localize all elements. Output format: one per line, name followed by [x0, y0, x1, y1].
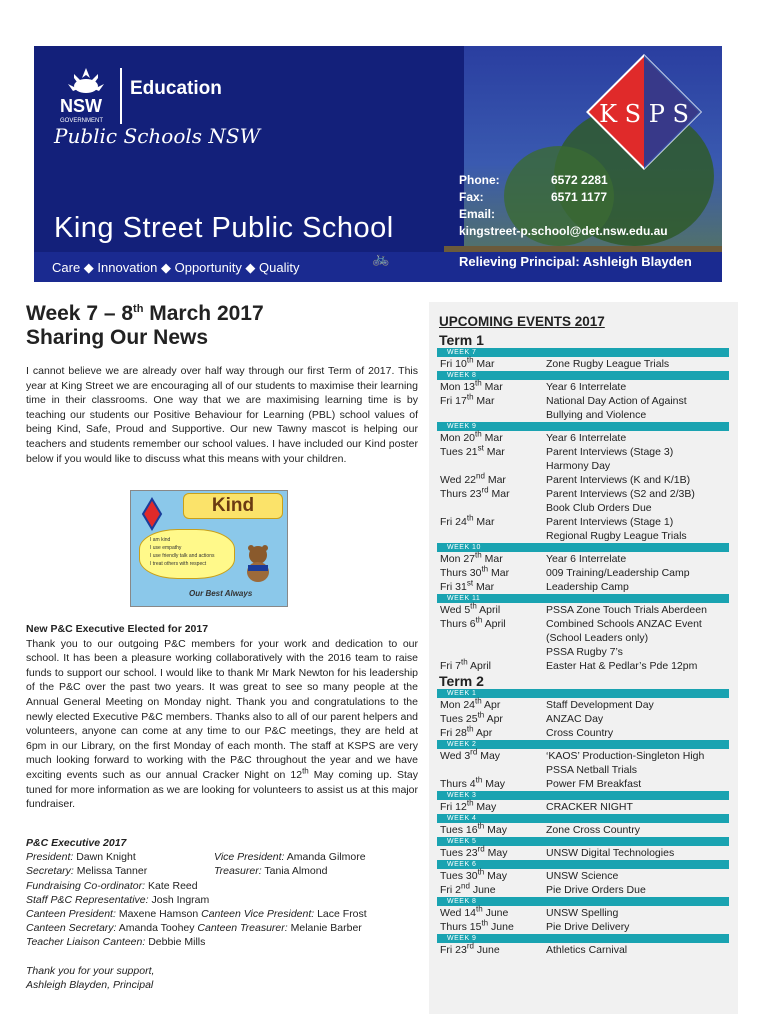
news-column [26, 302, 418, 992]
event-title: (School Leaders only) [546, 632, 649, 644]
event-title: Combined Schools ANZAC Event [546, 618, 702, 630]
exec-row-canteen-pres: Canteen President: Maxene Hamson Canteen Vice President: Lace Frost [26, 908, 367, 921]
event-title: Parent Interviews (S2 and 2/3B) [546, 488, 695, 500]
event-row [429, 883, 738, 897]
phone-label: Phone: [459, 173, 500, 187]
email-address[interactable]: kingstreet-p.school@det.nsw.edu.au [459, 224, 668, 238]
event-row [429, 566, 738, 580]
event-row [429, 380, 738, 394]
exec-row-canteen-sec: Canteen Secretary: Amanda Toohey Canteen Treasurer: Melanie Barber [26, 922, 362, 935]
event-row [429, 445, 738, 459]
kind-poster [130, 490, 288, 607]
event-title: Harmony Day [546, 460, 611, 472]
week-bar: WEEK 3 [437, 791, 729, 800]
event-title: Parent Interviews (Stage 1) [546, 516, 674, 528]
poster-speech-bubble [139, 529, 235, 579]
week-bar: WEEK 7 [437, 348, 729, 357]
event-row [429, 487, 738, 501]
event-row [429, 617, 738, 631]
event-row [429, 698, 738, 712]
event-title: Cross Country [546, 727, 614, 739]
newsletter-subtitle: Sharing Our News [26, 326, 209, 349]
event-date [440, 529, 546, 543]
event-date: Wed 14th June [440, 904, 509, 919]
event-title: Parent Interviews (Stage 3) [546, 446, 674, 458]
event-row [429, 846, 738, 860]
event-title: Parent Interviews (K and K/1B) [546, 474, 691, 486]
event-date: Tues 21st Mar [440, 443, 505, 458]
intro-paragraph: I cannot believe we are already over half way through our first Term of 2017. This year at King Street we are encouraging all of our students to maximise their learning time in their classrooms. One way that we are maximising learning time is by teaching our students our Positive Behaviour for Learning (PBL) school values of being Kind, Safe, Proud and Supportive. Our new Tawny mascot is helping our teachers and students remember our school values. I have included our Kind poster below if you would like to discuss what this means with your children. [26, 365, 418, 465]
nsw-text: NSW [60, 96, 102, 116]
event-title: ‘KAOS’ Production-Singleton High [546, 750, 705, 762]
email-label: Email: [459, 207, 496, 221]
poster-line: I use empathy [150, 545, 182, 551]
poster-line: I am kind [150, 537, 171, 543]
event-row [429, 431, 738, 445]
event-title: Leadership Camp [546, 581, 629, 593]
pc-heading: New P&C Executive Elected for 2017 [26, 623, 209, 635]
event-row [429, 515, 738, 529]
event-date: Fri 12th May [440, 798, 497, 813]
poster-footer: Our Best Always [189, 589, 253, 598]
event-title: Zone Rugby League Trials [546, 358, 670, 370]
exec-row-fundraising: Fundraising Co-ordinator: Kate Reed [26, 879, 198, 892]
event-date: Thurs 15th June [440, 918, 514, 933]
event-date: Thurs 30th Mar [440, 564, 510, 579]
event-date: Mon 20th Mar [440, 429, 503, 444]
exec-row-president: President: Dawn Knight Vice President: Amanda Gilmore [26, 851, 366, 864]
event-date: Wed 22nd Mar [440, 471, 506, 486]
event-date: Fri 28th Apr [440, 724, 493, 739]
event-title: Power FM Breakfast [546, 778, 642, 790]
event-date: Thurs 23rd Mar [440, 485, 510, 500]
week-bar: WEEK 5 [437, 837, 729, 846]
event-title: PSSA Zone Touch Trials Aberdeen [546, 604, 707, 616]
signoff [26, 964, 154, 992]
event-title: Staff Development Day [546, 699, 654, 711]
event-title: Bullying and Violence [546, 409, 647, 421]
event-row [429, 394, 738, 408]
event-date: Fri 23rd June [440, 941, 500, 956]
event-date: Fri 24th Mar [440, 513, 495, 528]
event-date: Thurs 6th April [440, 615, 506, 630]
event-title: Year 6 Interrelate [546, 553, 627, 565]
event-title: UNSW Spelling [546, 907, 619, 919]
event-date: Fri 17th Mar [440, 392, 495, 407]
phone-number[interactable]: 6572 2281 [551, 173, 608, 187]
event-title: Pie Drive Orders Due [546, 884, 646, 896]
event-row [429, 631, 738, 645]
event-row [429, 712, 738, 726]
exec-row-secretary: Secretary: Melissa Tanner Treasurer: Tania Almond [26, 865, 328, 878]
event-row [429, 645, 738, 659]
term-heading: Term 1 [439, 332, 484, 348]
school-values: Care ◆ Innovation ◆ Opportunity ◆ Quality [52, 260, 300, 275]
event-date: Tues 30th May [440, 867, 507, 882]
event-row [429, 943, 738, 957]
bicycle-icon: 🚲 [372, 250, 390, 266]
event-title: CRACKER NIGHT [546, 801, 633, 813]
event-title: Year 6 Interrelate [546, 381, 627, 393]
event-date: Mon 27th Mar [440, 550, 503, 565]
pc-executive [26, 836, 418, 950]
pc-paragraph: Thank you to our outgoing P&C members for your work and dedication to our school. It has been a pleasure working collaboratively with the 2016 team to raise funds to support our school. I would like to thank Mr Mark Newton for his leadership of the P&C over the past two years. It was great to see so many people at the Annual General Meeting on Monday night. Thank you and congratulations to the newly elected Executive P&C members. Thanks also to all of our parent helpers and volunteers, anyone can come at any time to our P&C meetings, they are held at 6pm in our Library, on the first Monday of each month. The staff at KSPS are very much looking forward to working with the P&C throughout the year and we have exciting events such as our annual Cracker Night on 12th May coming up. Stay tuned for more information as we are looking for volunteers to assist us at this major fundraiser. [26, 637, 418, 811]
event-title: Pie Drive Delivery [546, 921, 630, 933]
event-title: Zone Cross Country [546, 824, 640, 836]
event-row [429, 726, 738, 740]
event-title: Easter Hat & Pedlar’s Pde 12pm [546, 660, 698, 672]
school-name: King Street Public School [54, 212, 394, 244]
event-title: UNSW Science [546, 870, 619, 882]
event-row [429, 777, 738, 791]
signoff-name: Ashleigh Blayden, Principal [26, 979, 154, 992]
events-heading: UPCOMING EVENTS 2017 [439, 314, 605, 329]
event-title: PSSA Rugby 7’s [546, 646, 623, 658]
logo-divider [120, 68, 122, 124]
fax-number: 6571 1177 [551, 190, 608, 204]
event-row [429, 552, 738, 566]
event-row [429, 529, 738, 543]
government-text: GOVERNMENT [60, 118, 104, 124]
event-title: ANZAC Day [546, 713, 604, 725]
event-date: Tues 23rd May [440, 844, 508, 859]
event-date [440, 645, 546, 659]
event-row [429, 473, 738, 487]
poster-line: I treat others with respect [150, 561, 207, 567]
week-bar: WEEK 1 [437, 689, 729, 698]
poster-title: Kind [183, 493, 283, 519]
week-bar: WEEK 8 [437, 897, 729, 906]
event-date [440, 459, 546, 473]
header-banner [34, 46, 722, 282]
exec-row-liaison: Teacher Liaison Canteen: Debbie Mills [26, 936, 206, 949]
event-date: Wed 5th April [440, 601, 501, 616]
logo-text: K S P S [599, 100, 689, 128]
events-panel [429, 302, 738, 1014]
event-title: Book Club Orders Due [546, 502, 652, 514]
event-row [429, 659, 738, 673]
contact-block [459, 172, 668, 240]
signoff-line: Thank you for your support, [26, 965, 155, 977]
event-title: Athletics Carnival [546, 944, 628, 956]
event-row [429, 920, 738, 934]
event-row [429, 501, 738, 515]
week-bar: WEEK 2 [437, 740, 729, 749]
event-title: Regional Rugby League Trials [546, 530, 687, 542]
event-title: 009 Training/Leadership Camp [546, 567, 690, 579]
event-row [429, 408, 738, 422]
public-schools-label: Public Schools NSW [54, 124, 261, 148]
pc-section [26, 622, 418, 812]
event-title: UNSW Digital Technologies [546, 847, 675, 859]
event-row [429, 749, 738, 763]
exec-row-staffrep: Staff P&C Representative: Josh Ingram [26, 893, 210, 906]
relieving-principal: Relieving Principal: Ashleigh Blayden [459, 254, 692, 269]
event-date: Tues 25th Apr [440, 710, 503, 725]
event-date: Fri 2nd June [440, 881, 496, 896]
event-date: Fri 7th April [440, 657, 492, 672]
event-date: Tues 16th May [440, 821, 507, 836]
week-bar: WEEK 9 [437, 934, 729, 943]
newsletter-date-title: Week 7 – 8th March 2017 [26, 302, 264, 325]
week-bar: WEEK 11 [437, 594, 729, 603]
event-date [440, 501, 546, 515]
event-date [440, 631, 546, 645]
term-heading: Term 2 [439, 673, 484, 689]
event-row [429, 357, 738, 371]
event-date: Mon 24th Apr [440, 696, 501, 711]
event-row [429, 906, 738, 920]
tawny-mascot-icon [241, 543, 275, 583]
ksps-mini-logo [141, 497, 163, 531]
event-date: Fri 10th Mar [440, 355, 495, 370]
event-date [440, 408, 546, 422]
poster-line: I use friendly talk and actions [150, 553, 215, 559]
events-list [429, 332, 738, 957]
event-title: National Day Action of Against [546, 395, 687, 407]
fax-label: Fax: [459, 190, 484, 204]
week-bar: WEEK 9 [437, 422, 729, 431]
education-label: Education [130, 78, 222, 99]
event-date: Mon 13th Mar [440, 378, 503, 393]
event-row [429, 800, 738, 814]
event-title: Year 6 Interrelate [546, 432, 627, 444]
event-date: Thurs 4th May [440, 775, 506, 790]
week-bar: WEEK 4 [437, 814, 729, 823]
event-row [429, 580, 738, 594]
event-row [429, 869, 738, 883]
nsw-waratah-logo [56, 64, 116, 128]
week-bar: WEEK 6 [437, 860, 729, 869]
exec-heading: P&C Executive 2017 [26, 837, 127, 849]
event-date: Wed 3rd May [440, 747, 501, 762]
event-row [429, 823, 738, 837]
event-title: PSSA Netball Trials [546, 764, 638, 776]
event-date: Fri 31st Mar [440, 578, 495, 593]
week-bar: WEEK 8 [437, 371, 729, 380]
ksps-school-logo [584, 52, 704, 172]
event-date [440, 763, 546, 777]
week-bar: WEEK 10 [437, 543, 729, 552]
